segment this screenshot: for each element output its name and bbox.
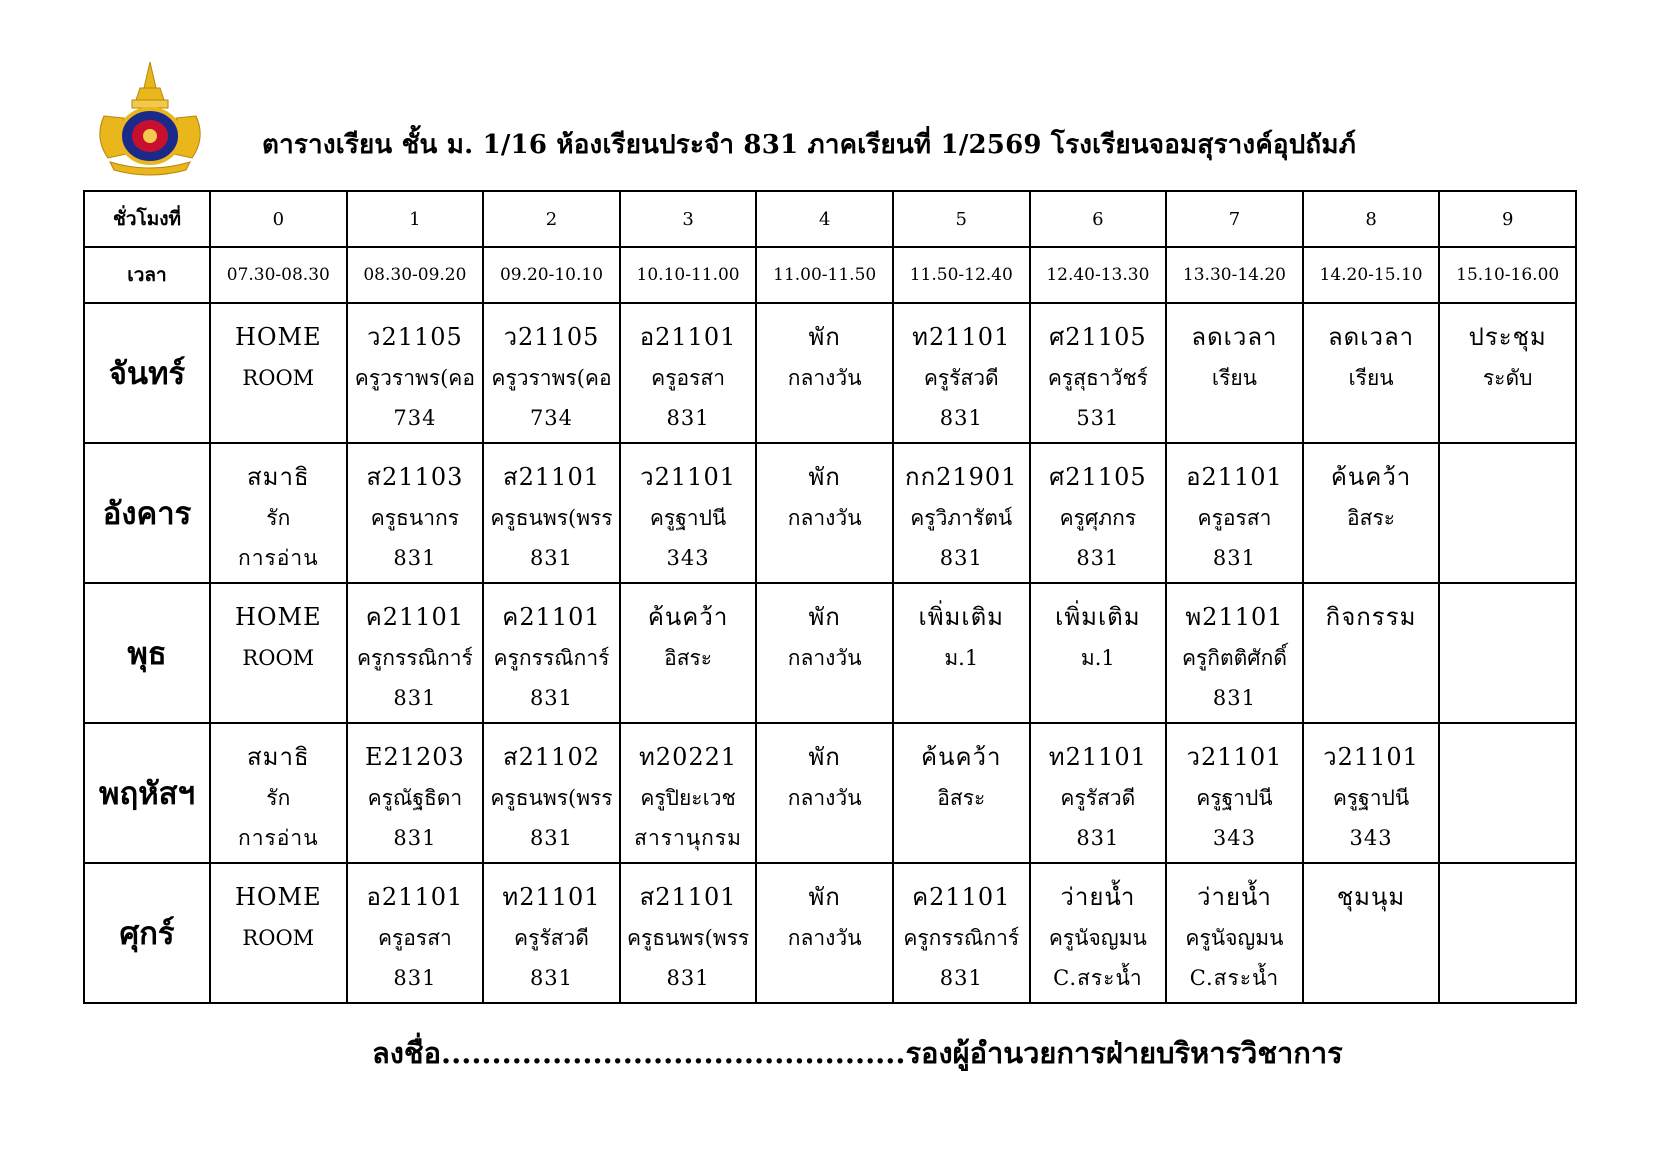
schedule-cell bbox=[210, 583, 347, 723]
subject-text: อ21101 bbox=[1186, 463, 1283, 491]
teacher-text: ROOM bbox=[242, 646, 315, 670]
teacher-text: ครูวราพร(คอ bbox=[354, 366, 475, 390]
teacher-text: ครูกิตติศักดิ์ bbox=[1181, 646, 1287, 670]
schedule-cell bbox=[620, 583, 757, 723]
schedule-cell bbox=[893, 723, 1030, 863]
schedule-cell bbox=[756, 583, 893, 723]
room-text: 831 bbox=[393, 686, 437, 710]
room-text: C.สระน้ำ bbox=[1053, 966, 1143, 990]
time-slot: 14.20-15.10 bbox=[1303, 247, 1440, 303]
room-text: 343 bbox=[1349, 826, 1393, 850]
schedule-cell bbox=[210, 863, 347, 1003]
teacher-text: รัก bbox=[266, 506, 291, 530]
teacher-text: เรียน bbox=[1211, 366, 1258, 390]
room-text: การอ่าน bbox=[238, 546, 319, 570]
teacher-text: ครูรัสวดี bbox=[514, 926, 589, 950]
time-slot: 08.30-09.20 bbox=[347, 247, 484, 303]
subject-text: ค้นคว้า bbox=[1330, 463, 1412, 491]
subject-text: พัก bbox=[808, 603, 841, 631]
teacher-text: รัก bbox=[266, 786, 291, 810]
subject-text: พัก bbox=[808, 323, 841, 351]
teacher-text: ระดับ bbox=[1482, 366, 1533, 390]
subject-text: ชุมนุม bbox=[1336, 883, 1406, 911]
period-number: 8 bbox=[1303, 191, 1440, 247]
subject-text: ลดเวลา bbox=[1327, 323, 1415, 351]
subject-text: ท21101 bbox=[502, 883, 601, 911]
period-header: ชั่วโมงที่ bbox=[84, 191, 210, 247]
subject-text: พัก bbox=[808, 743, 841, 771]
subject-text: ว่ายน้ำ bbox=[1197, 883, 1272, 911]
schedule-cell bbox=[756, 303, 893, 443]
subject-text: ท20221 bbox=[638, 743, 738, 771]
schedule-cell bbox=[210, 723, 347, 863]
teacher-text: ครูธนพร(พรร bbox=[626, 926, 750, 950]
subject-text: พัก bbox=[808, 463, 841, 491]
schedule-cell bbox=[483, 863, 620, 1003]
day-label: พฤหัสฯ bbox=[84, 723, 210, 863]
teacher-text: ครูรัสวดี bbox=[1060, 786, 1136, 810]
subject-text: อ21101 bbox=[366, 883, 464, 911]
schedule-cell bbox=[1030, 863, 1167, 1003]
subject-text: ศ21105 bbox=[1049, 323, 1147, 351]
period-number: 1 bbox=[347, 191, 484, 247]
time-header: เวลา bbox=[84, 247, 210, 303]
day-row bbox=[84, 443, 1576, 583]
subject-text: HOME bbox=[234, 883, 322, 911]
teacher-text: ROOM bbox=[242, 926, 315, 950]
subject-text: ลดเวลา bbox=[1191, 323, 1278, 351]
subject-text: กิจกรรม bbox=[1325, 603, 1417, 631]
subject-text: ท21101 bbox=[912, 323, 1011, 351]
subject-text: ค21101 bbox=[365, 603, 465, 631]
schedule-cell bbox=[893, 583, 1030, 723]
day-label: อังคาร bbox=[84, 443, 210, 583]
time-row bbox=[84, 247, 1576, 303]
day-row bbox=[84, 583, 1576, 723]
schedule-cell bbox=[1303, 443, 1440, 583]
teacher-text: ครูกรรณิการ์ bbox=[356, 646, 473, 670]
subject-text: ศ21105 bbox=[1049, 463, 1147, 491]
time-slot: 11.00-11.50 bbox=[756, 247, 893, 303]
period-number: 2 bbox=[483, 191, 620, 247]
schedule-cell bbox=[1030, 723, 1167, 863]
room-text: 343 bbox=[1212, 826, 1256, 850]
schedule-cell bbox=[1439, 303, 1576, 443]
subject-text: ว21101 bbox=[1186, 743, 1283, 771]
room-text: 831 bbox=[666, 966, 710, 990]
room-text: 831 bbox=[529, 826, 574, 850]
room-text: 831 bbox=[529, 546, 574, 570]
schedule-cell bbox=[1166, 723, 1303, 863]
day-rows bbox=[84, 303, 1576, 1003]
day-label: จันทร์ bbox=[84, 303, 210, 443]
schedule-cell bbox=[347, 443, 484, 583]
schedule-cell bbox=[756, 443, 893, 583]
subject-text: ประชุม bbox=[1468, 323, 1547, 351]
schedule-cell bbox=[1303, 583, 1440, 723]
schedule-cell bbox=[1439, 583, 1576, 723]
room-text: C.สระน้ำ bbox=[1189, 966, 1280, 990]
subject-text: พ21101 bbox=[1185, 603, 1284, 631]
subject-text: ว21101 bbox=[1323, 743, 1419, 771]
subject-text: ว21105 bbox=[366, 323, 463, 351]
teacher-text: ROOM bbox=[242, 366, 315, 390]
subject-text: E21203 bbox=[364, 743, 465, 771]
subject-text: ส21101 bbox=[502, 463, 600, 491]
schedule-cell bbox=[756, 723, 893, 863]
schedule-cell bbox=[1166, 303, 1303, 443]
time-slot: 10.10-11.00 bbox=[620, 247, 757, 303]
subject-text: ท21101 bbox=[1048, 743, 1147, 771]
day-label: พุธ bbox=[84, 583, 210, 723]
day-row bbox=[84, 723, 1576, 863]
subject-text: ว21101 bbox=[640, 463, 736, 491]
teacher-text: อิสระ bbox=[937, 786, 986, 810]
teacher-text: ครูอรสา bbox=[651, 366, 725, 390]
schedule-cell bbox=[620, 443, 757, 583]
teacher-text: ครูกรรณิการ์ bbox=[493, 646, 610, 670]
time-slot: 11.50-12.40 bbox=[893, 247, 1030, 303]
room-text: 831 bbox=[1076, 546, 1120, 570]
teacher-text: ครูนัจญมน bbox=[1185, 926, 1284, 950]
schedule-cell bbox=[893, 303, 1030, 443]
room-text: 831 bbox=[1076, 826, 1120, 850]
time-slot: 13.30-14.20 bbox=[1166, 247, 1303, 303]
period-number: 4 bbox=[756, 191, 893, 247]
subject-text: สมาธิ bbox=[247, 463, 310, 491]
teacher-text: ครูธนากร bbox=[370, 506, 460, 530]
day-row bbox=[84, 303, 1576, 443]
teacher-text: ครูณัฐธิดา bbox=[367, 786, 463, 810]
schedule-cell bbox=[1166, 443, 1303, 583]
room-text: 831 bbox=[529, 686, 574, 710]
teacher-text: อิสระ bbox=[664, 646, 713, 670]
day-label: ศุกร์ bbox=[84, 863, 210, 1003]
teacher-text: ครูปิยะเวช bbox=[640, 786, 736, 810]
subject-text: ส21103 bbox=[366, 463, 464, 491]
schedule-cell bbox=[893, 443, 1030, 583]
teacher-text: ครูรัสวดี bbox=[923, 366, 999, 390]
schedule-cell bbox=[1166, 583, 1303, 723]
schedule-cell bbox=[1030, 443, 1167, 583]
time-slot: 09.20-10.10 bbox=[483, 247, 620, 303]
page-title: ตารางเรียน ชั้น ม. 1/16 ห้องเรียนประจำ 831 ภาคเรียนที่ 1/2569 โรงเรียนจอมสุรางค์อุปถัมภ์ bbox=[262, 130, 1357, 160]
room-text: 831 bbox=[939, 966, 983, 990]
teacher-text: ครูอรสา bbox=[377, 926, 452, 950]
period-number: 7 bbox=[1166, 191, 1303, 247]
room-text: การอ่าน bbox=[238, 826, 319, 850]
subject-text: HOME bbox=[234, 323, 322, 351]
room-text: สารานุกรม bbox=[634, 826, 743, 850]
room-text: 831 bbox=[1212, 686, 1256, 710]
school-logo bbox=[86, 58, 214, 182]
schedule-cell bbox=[483, 583, 620, 723]
time-slot: 07.30-08.30 bbox=[210, 247, 347, 303]
subject-text: ว21105 bbox=[503, 323, 600, 351]
subject-text: เพิ่มเติม bbox=[1055, 603, 1141, 631]
schedule-cell bbox=[756, 863, 893, 1003]
timetable bbox=[83, 190, 1577, 1004]
schedule-cell bbox=[620, 303, 757, 443]
schedule-cell bbox=[1439, 443, 1576, 583]
room-text: 831 bbox=[939, 546, 983, 570]
day-row bbox=[84, 863, 1576, 1003]
teacher-text: ครูฐาปนี bbox=[1196, 786, 1273, 810]
schedule-cell bbox=[483, 443, 620, 583]
teacher-text: ครูธนพร(พรร bbox=[490, 786, 613, 810]
subject-text: ค21101 bbox=[912, 883, 1011, 911]
signature-line: ลงชื่อ..............................................รองผู้อำนวยการฝ่ายบริหารวิชาการ bbox=[372, 1036, 1343, 1070]
room-text: 734 bbox=[529, 406, 574, 430]
schedule-cell bbox=[347, 863, 484, 1003]
room-text: 831 bbox=[393, 826, 437, 850]
teacher-text: กลางวัน bbox=[787, 926, 862, 950]
school-crest-icon bbox=[86, 58, 214, 182]
schedule-cell bbox=[1303, 863, 1440, 1003]
room-text: 531 bbox=[1076, 406, 1120, 430]
subject-text: อ21101 bbox=[639, 323, 737, 351]
subject-text: กก21901 bbox=[905, 463, 1018, 491]
teacher-text: ครูศุภกร bbox=[1059, 506, 1137, 530]
schedule-cell bbox=[483, 723, 620, 863]
subject-text: ค้นคว้า bbox=[647, 603, 729, 631]
schedule-cell bbox=[1030, 303, 1167, 443]
subject-text: พัก bbox=[808, 883, 841, 911]
room-text: 734 bbox=[393, 406, 437, 430]
schedule-cell bbox=[210, 443, 347, 583]
room-text: 831 bbox=[393, 546, 437, 570]
schedule-cell bbox=[1439, 723, 1576, 863]
period-number: 0 bbox=[210, 191, 347, 247]
teacher-text: อิสระ bbox=[1347, 506, 1396, 530]
schedule-cell bbox=[1439, 863, 1576, 1003]
subject-text: เพิ่มเติม bbox=[918, 603, 1004, 631]
subject-text: HOME bbox=[234, 603, 322, 631]
subject-text: ส21102 bbox=[502, 743, 600, 771]
teacher-text: กลางวัน bbox=[787, 366, 862, 390]
period-number: 9 bbox=[1439, 191, 1576, 247]
schedule-cell bbox=[1303, 723, 1440, 863]
subject-text: ค้นคว้า bbox=[921, 743, 1002, 771]
time-slot: 12.40-13.30 bbox=[1030, 247, 1167, 303]
room-text: 831 bbox=[393, 966, 437, 990]
teacher-text: ครูวราพร(คอ bbox=[491, 366, 612, 390]
schedule-cell bbox=[1303, 303, 1440, 443]
schedule-cell bbox=[620, 863, 757, 1003]
teacher-text: เรียน bbox=[1348, 366, 1394, 390]
time-slot: 15.10-16.00 bbox=[1439, 247, 1576, 303]
schedule-cell bbox=[1166, 863, 1303, 1003]
schedule-cell bbox=[347, 723, 484, 863]
period-number: 5 bbox=[893, 191, 1030, 247]
schedule-cell bbox=[620, 723, 757, 863]
schedule-cell bbox=[483, 303, 620, 443]
room-text: 831 bbox=[939, 406, 983, 430]
room-text: 831 bbox=[1212, 546, 1256, 570]
teacher-text: กลางวัน bbox=[787, 506, 862, 530]
subject-text: ว่ายน้ำ bbox=[1060, 883, 1136, 911]
schedule-cell bbox=[210, 303, 347, 443]
teacher-text: กลางวัน bbox=[787, 786, 862, 810]
subject-text: ค21101 bbox=[502, 603, 601, 631]
teacher-text: ครูนัจญมน bbox=[1048, 926, 1147, 950]
period-row bbox=[84, 191, 1576, 247]
subject-text: สมาธิ bbox=[247, 743, 310, 771]
teacher-text: ม.1 bbox=[944, 646, 979, 670]
teacher-text: ครูฐาปนี bbox=[649, 506, 727, 530]
period-number: 6 bbox=[1030, 191, 1167, 247]
schedule-cell bbox=[893, 863, 1030, 1003]
period-number: 3 bbox=[620, 191, 757, 247]
schedule-cell bbox=[347, 583, 484, 723]
teacher-text: ครูอรสา bbox=[1197, 506, 1272, 530]
teacher-text: ม.1 bbox=[1080, 646, 1115, 670]
room-text: 831 bbox=[529, 966, 574, 990]
room-text: 343 bbox=[666, 546, 710, 570]
teacher-text: ครูสุธาวัชร์ bbox=[1047, 366, 1148, 390]
teacher-text: กลางวัน bbox=[787, 646, 862, 670]
teacher-text: ครูฐาปนี bbox=[1332, 786, 1410, 810]
subject-text: ส21101 bbox=[639, 883, 737, 911]
teacher-text: ครูธนพร(พรร bbox=[490, 506, 613, 530]
schedule-cell bbox=[1030, 583, 1167, 723]
teacher-text: ครูวิภารัตน์ bbox=[910, 506, 1013, 530]
room-text: 831 bbox=[666, 406, 710, 430]
schedule-cell bbox=[347, 303, 484, 443]
teacher-text: ครูกรรณิการ์ bbox=[903, 926, 1020, 950]
